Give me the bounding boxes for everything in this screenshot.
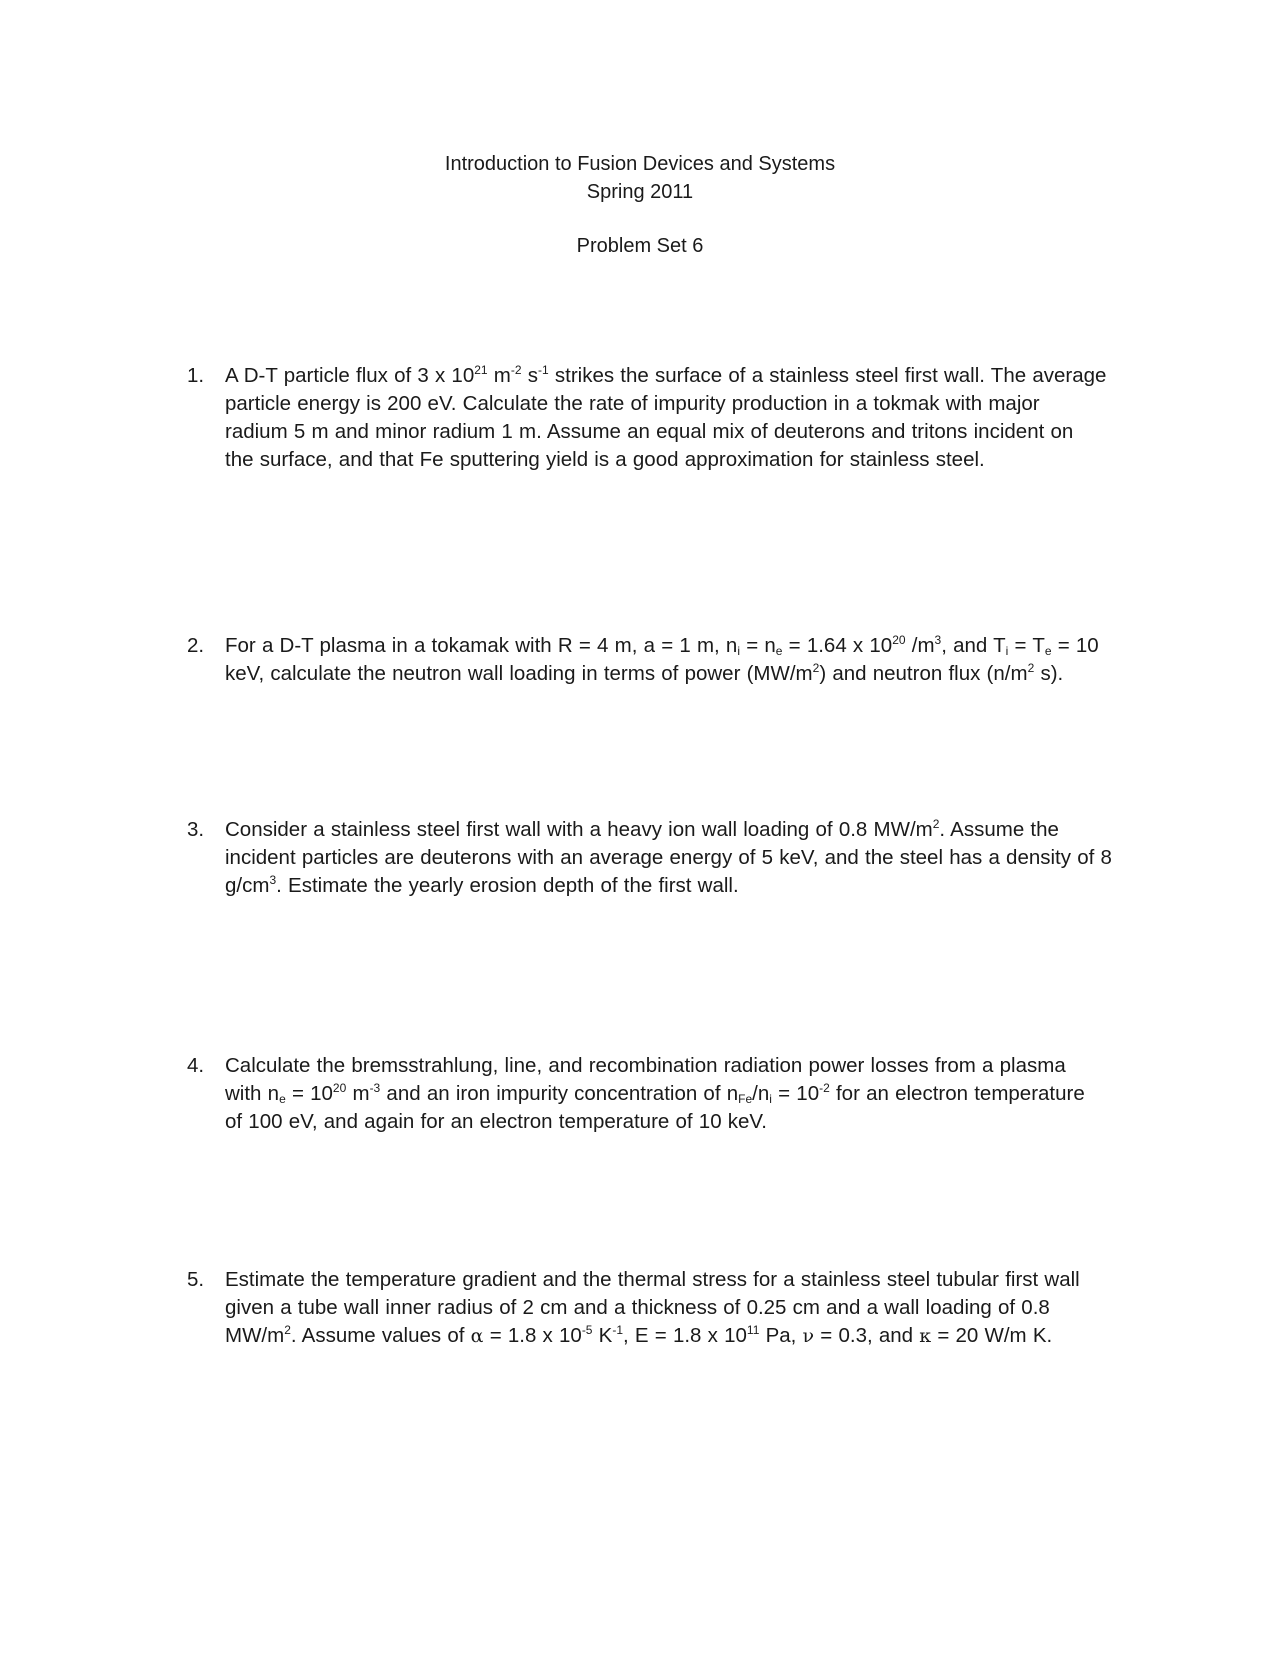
problem-3 [187,816,1127,900]
problem-line: Consider a stainless steel first wall with a heavy ion wall loading of 0.8 $MW/m^2$. Assume the [225,817,1059,841]
problem-set-title: Problem Set 6 [576,235,704,257]
problem-text [225,362,1127,474]
problem-text [225,632,1127,688]
problem-line: radium 5 m and minor radium 1 m. Assume an equal mix of deuterons and tritons incident on [225,420,1074,443]
problem-line: given a tube wall inner radius of 2 cm and a thickness of 0.25 cm and a wall loading of 0.8 [225,1296,1050,1319]
problem-line: particle energy is 200 eV. Calculate the rate of impurity production in a tokmak with major [225,392,1040,415]
problem-4 [187,1052,1127,1136]
problem-number: 1. [187,364,205,387]
problem-5 [187,1266,1127,1350]
problem-line: Calculate the bremsstrahlung, line, and recombination radiation power losses from a plasma [225,1054,1066,1077]
problem-line: incident particles are deuterons with an average energy of 5 keV, and the steel has a density of 8 [225,846,1112,869]
problem-line: Estimate the temperature gradient and the thermal stress for a stainless steel tubular first wall [225,1268,1080,1291]
problem-line: A D-T particle flux of 3 x $10^{21}$ $m^{-2}$ $s^{-1}$ strikes the surface of a stainless steel first wall. The average [225,363,1107,387]
problem-number: 3. [187,818,205,841]
problem-line: with $n_e = 10^{20}$ $m^{-3}$ and an iron impurity concentration of $n_{Fe}/n_i = 10^{-2}$ for an electron temperature [225,1081,1085,1106]
problem-text [225,816,1127,900]
problem-number: 4. [187,1054,205,1077]
problem-line: For a D-T plasma in a tokamak with R = 4 m, a = 1 m, $n_i = n_e = 1.64$ x $10^{20}$ $/m^3$, and $T_i = T_e = 10$ [225,633,1099,658]
problem-line: the surface, and that Fe sputtering yield is a good approximation for stainless steel. [225,448,985,471]
course-title: Introduction to Fusion Devices and Systems [444,153,836,175]
problem-number: 2. [187,634,205,657]
problem-line: keV, calculate the neutron wall loading in terms of power $(MW/m^2)$ and neutron flux ($n/m^2$ s). [225,661,1064,685]
term-label: Spring 2011 [586,181,694,203]
problem-line: $g/cm^3$. Estimate the yearly erosion depth of the first wall. [225,873,739,897]
problem-2 [187,632,1127,688]
problem-text [225,1266,1127,1350]
problem-text [225,1052,1127,1136]
problem-line: of 100 eV, and again for an electron temperature of 10 keV. [225,1110,767,1133]
problem-1 [187,362,1127,474]
problem-line: $MW/m^2$. Assume values of α = 1.8 x $10^{-5}$ $K^{-1}$, E = 1.8 x $10^{11}$ Pa, ν = 0.3, and κ = 20 W/m K. [225,1323,1053,1347]
problem-number: 5. [187,1268,205,1291]
